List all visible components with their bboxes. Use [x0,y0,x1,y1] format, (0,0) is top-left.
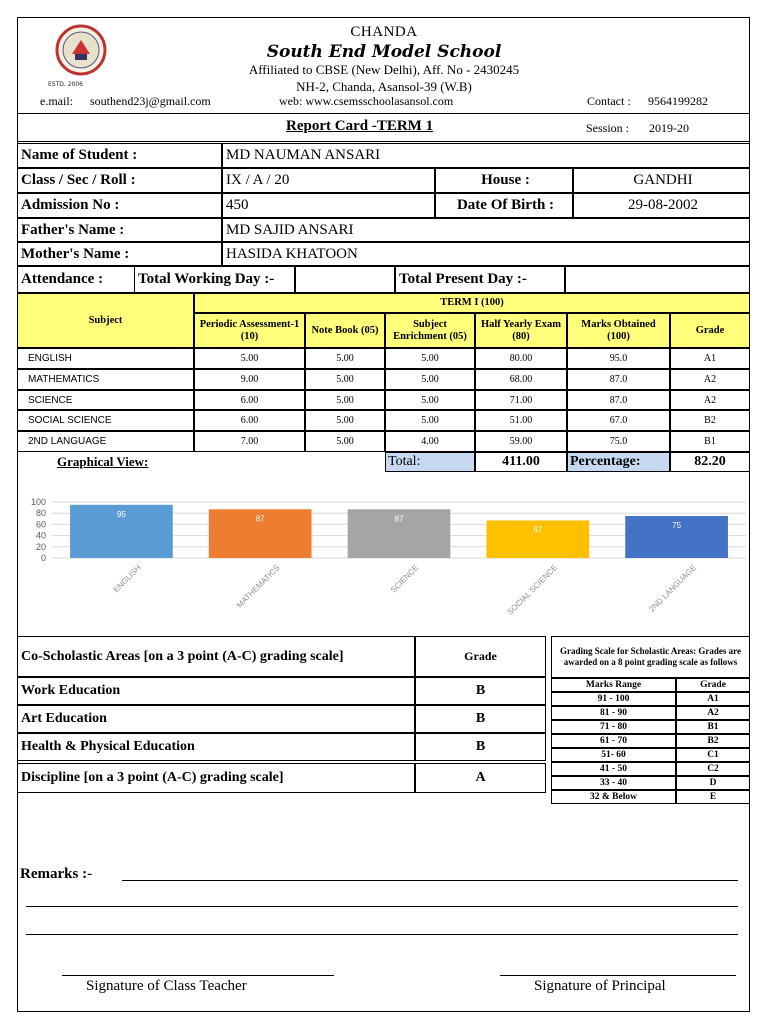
se-mark: 5.00 [385,348,475,369]
marks-range: 91 - 100 [551,692,676,706]
total-label: Total: [385,452,475,472]
scale-grade: B1 [676,720,750,734]
hy-mark: 68.00 [475,369,567,390]
father-value: MD SAJID ANSARI [222,218,750,242]
pa-mark: 7.00 [194,431,305,452]
x-tick-label: 2ND LANGUAGE [647,563,699,614]
email-value: southend23j@gmail.com [90,94,211,108]
co-scholastic-area: Health & Physical Education [17,733,415,761]
co-scholastic-grade: B [415,705,546,733]
contact-value: 9564199282 [648,94,708,108]
remarks-line [26,934,738,935]
house-label: House : [435,168,573,193]
session-label: Session : [586,121,630,135]
working-day-label: Total Working Day :- [135,266,295,293]
school-city: CHANDA [350,24,418,40]
percentage-label: Percentage: [567,452,670,472]
working-day-value [295,266,395,293]
dob-value: 29-08-2002 [573,193,750,218]
subject-grade: A1 [670,348,750,369]
obtained-mark: 87.0 [567,369,670,390]
remarks-line [122,880,738,881]
marks-range-header: Marks Range [551,678,676,692]
co-scholastic-grade-header: Grade [415,636,546,677]
bar-value-label: 95 [116,509,126,519]
subject-name: 2ND LANGUAGE [17,431,194,452]
class-label: Class / Sec / Roll : [17,168,222,193]
se-mark: 5.00 [385,410,475,431]
mother-label: Mother's Name : [17,242,222,266]
y-tick-label: 100 [30,497,46,507]
admission-value: 450 [222,193,435,218]
present-day-label: Total Present Day :- [395,266,565,293]
marks-range: 71 - 80 [551,720,676,734]
nb-mark: 5.00 [305,410,385,431]
scale-grade: C2 [676,762,750,776]
principal-signature-line [500,975,736,976]
student-name-label: Name of Student : [17,143,222,168]
grading-scale-title: Grading Scale for Scholastic Areas: Grades are awarded on a 8 point grading scale as follows [551,636,750,678]
notebook-header: Note Book (05) [305,313,385,348]
se-mark: 4.00 [385,431,475,452]
marks-obtained-header: Marks Obtained (100) [567,313,670,348]
subject-enrichment-header: Subject Enrichment (05) [385,313,475,348]
co-scholastic-grade: B [415,733,546,761]
remarks-line [26,906,738,907]
discipline-grade: A [415,763,546,793]
y-tick-label: 80 [35,508,46,519]
co-scholastic-grade: B [415,677,546,705]
bar-value-label: 67 [533,525,543,535]
marks-range: 41 - 50 [551,762,676,776]
hy-mark: 71.00 [475,390,567,410]
pa-mark: 9.00 [194,369,305,390]
marks-range: 61 - 70 [551,734,676,748]
se-mark: 5.00 [385,369,475,390]
session-value: 2019-20 [649,121,689,135]
nb-mark: 5.00 [305,390,385,410]
periodic-assessment-header: Periodic Assessment-1 (10) [194,313,305,348]
attendance-label: Attendance : [17,266,135,293]
x-tick-label: SOCIAL SCIENCE [505,563,560,617]
subject-grade: A2 [670,390,750,410]
subject-grade: A2 [670,369,750,390]
scale-grade: D [676,776,750,790]
scale-grade: B2 [676,734,750,748]
principal-signature-label: Signature of Principal [534,978,666,994]
contact-label: Contact : [587,94,631,108]
pa-mark: 5.00 [194,348,305,369]
marks-range: 81 - 90 [551,706,676,720]
scale-grade: E [676,790,750,804]
class-value: IX / A / 20 [222,168,435,193]
subject-name: SCIENCE [17,390,194,410]
x-tick-label: MATHEMATICS [234,563,282,610]
scale-grade: A1 [676,692,750,706]
obtained-mark: 87.0 [567,390,670,410]
report-title: Report Card -TERM 1 [286,118,434,134]
admission-label: Admission No : [17,193,222,218]
marks-range: 32 & Below [551,790,676,804]
co-scholastic-header: Co-Scholastic Areas [on a 3 point (A-C) grading scale] [17,636,415,677]
percentage-value: 82.20 [670,452,750,472]
marks-bar-chart [20,485,750,625]
obtained-mark: 75.0 [567,431,670,452]
discipline-label: Discipline [on a 3 point (A-C) grading scale] [17,763,415,793]
subject-header: Subject [17,293,194,348]
term-header: TERM I (100) [194,293,750,313]
father-label: Father's Name : [17,218,222,242]
dob-label: Date Of Birth : [435,193,573,218]
y-tick-label: 60 [35,519,46,530]
nb-mark: 5.00 [305,369,385,390]
logo-estd-text: ESTD. 2006 [48,81,83,88]
x-tick-label: ENGLISH [111,563,143,595]
subject-grade: B1 [670,431,750,452]
y-tick-label: 20 [35,541,46,552]
class-teacher-signature-line [62,975,334,976]
subject-name: SOCIAL SCIENCE [17,410,194,431]
scale-grade: A2 [676,706,750,720]
bar-value-label: 87 [394,514,404,524]
bar-value-label: 87 [255,514,265,524]
se-mark: 5.00 [385,390,475,410]
email-label: e.mail: [40,94,73,108]
y-tick-label: 40 [35,530,46,541]
hy-mark: 51.00 [475,410,567,431]
school-address: NH-2, Chanda, Asansol-39 (W.B) [296,79,472,94]
remarks-label: Remarks :- [20,866,93,882]
total-value: 411.00 [475,452,567,472]
marks-range: 51- 60 [551,748,676,762]
obtained-mark: 67.0 [567,410,670,431]
website: web: www.csemsschoolasansol.com [279,94,454,108]
x-tick-label: SCIENCE [388,563,421,595]
pa-mark: 6.00 [194,410,305,431]
subject-grade: B2 [670,410,750,431]
half-yearly-header: Half Yearly Exam (80) [475,313,567,348]
class-teacher-signature-label: Signature of Class Teacher [86,978,247,994]
house-value: GANDHI [573,168,750,193]
school-affiliation: Affiliated to CBSE (New Delhi), Aff. No - 2430245 [248,62,520,77]
subject-name: ENGLISH [17,348,194,369]
hy-mark: 59.00 [475,431,567,452]
school-name: South End Model School [266,42,502,62]
scale-grade-header: Grade [676,678,750,692]
co-scholastic-area: Work Education [17,677,415,705]
obtained-mark: 95.0 [567,348,670,369]
nb-mark: 5.00 [305,348,385,369]
subject-name: MATHEMATICS [17,369,194,390]
scale-grade: C1 [676,748,750,762]
bar-value-label: 75 [672,521,682,530]
graphical-view-label: Graphical View: [57,454,149,469]
pa-mark: 6.00 [194,390,305,410]
mother-value: HASIDA KHATOON [222,242,750,266]
grade-header: Grade [670,313,750,348]
nb-mark: 5.00 [305,431,385,452]
present-day-value [565,266,750,293]
marks-range: 33 - 40 [551,776,676,790]
co-scholastic-area: Art Education [17,705,415,733]
hy-mark: 80.00 [475,348,567,369]
y-tick-label: 0 [40,553,46,563]
student-name-value: MD NAUMAN ANSARI [222,143,750,168]
